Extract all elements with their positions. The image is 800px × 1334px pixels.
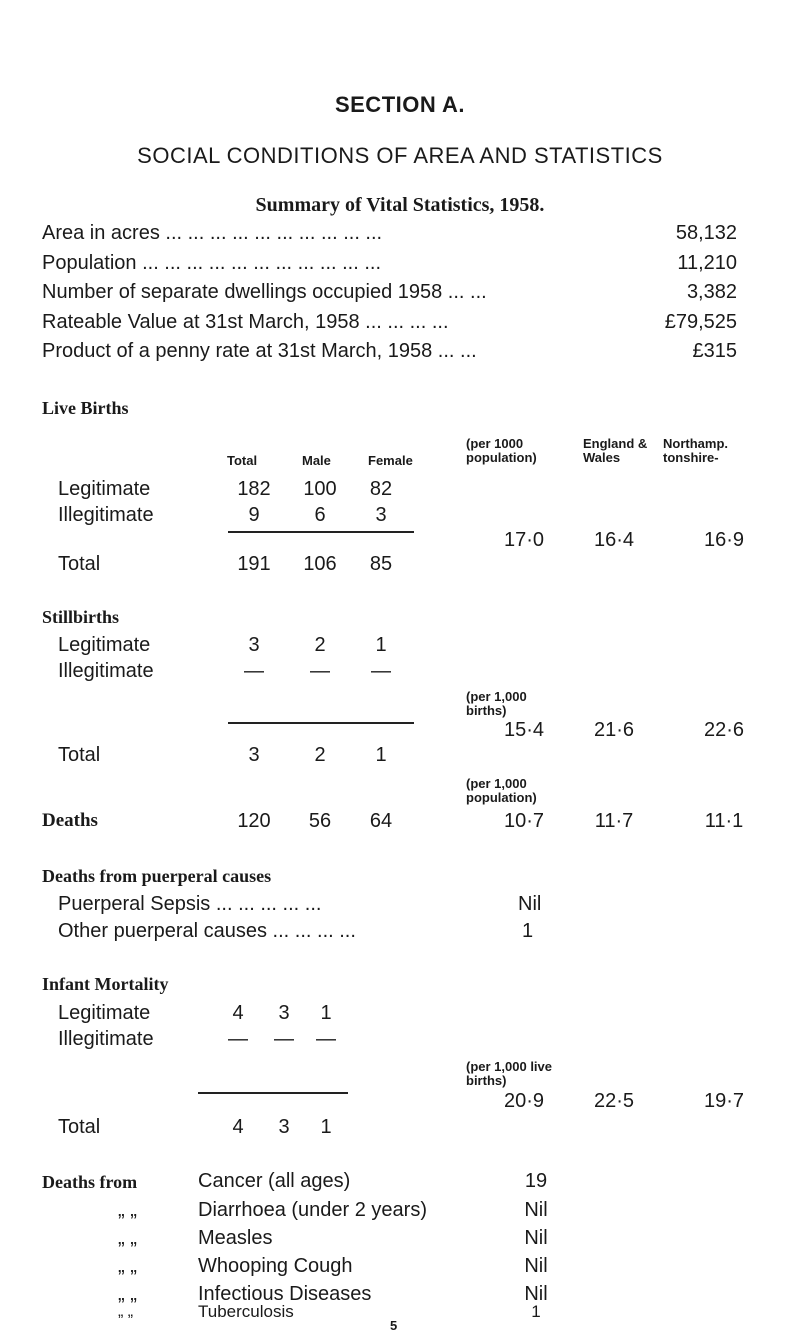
summary-label: Population ... ... ... ... ... ... ... ... ... ... ...: [42, 252, 382, 274]
row-label: Total: [58, 1116, 101, 1138]
live-births-northamptonshire: 16·9: [703, 529, 745, 551]
summary-value: £315: [692, 340, 737, 362]
ditto-mark: „ „: [118, 1227, 137, 1249]
ditto-mark: „ „: [118, 1255, 137, 1277]
cause-value: 19: [524, 1170, 548, 1192]
cell: —: [228, 1028, 248, 1050]
cell: 82: [369, 478, 393, 500]
summary-row: [42, 222, 737, 248]
cell: 3: [375, 504, 387, 526]
deaths-label: Deaths: [42, 810, 98, 831]
stillbirths-rate-note: (per 1,000 births): [466, 689, 527, 718]
stillbirths-heading: Stillbirths: [42, 607, 120, 627]
row-label: Legitimate: [58, 634, 151, 656]
summary-label: Area in acres ... ... ... ... ... ... ... ... ... ...: [42, 222, 383, 244]
col-rate-header: (per 1000 population): [466, 436, 537, 465]
col-northamptonshire-header: Northamp. tonshire-: [663, 436, 728, 465]
cell: 120: [237, 810, 271, 832]
stillbirths-rate: 15·4: [503, 719, 545, 741]
summary-value: 58,132: [675, 222, 737, 244]
row-label: Total: [58, 553, 101, 575]
summary-label: Product of a penny rate at 31st March, 1958 ... ...: [42, 340, 477, 362]
cell: 182: [237, 478, 271, 500]
summary-row: [42, 340, 737, 366]
total-rule: [198, 1092, 348, 1094]
cell: 3: [278, 1116, 290, 1138]
live-births-heading: Live Births: [42, 398, 129, 418]
row-label: Legitimate: [58, 1002, 151, 1024]
puerperal-row-value: 1: [522, 920, 534, 942]
cause-label: Whooping Cough: [198, 1255, 353, 1277]
cause-label: Cancer (all ages): [198, 1170, 351, 1192]
puerperal-row-value: Nil: [518, 893, 542, 915]
infant-rate: 20·9: [503, 1090, 545, 1112]
ditto-mark: „ „: [118, 1199, 137, 1221]
live-births-england-wales: 16·4: [593, 529, 635, 551]
cell: —: [274, 1028, 294, 1050]
cell: 56: [308, 810, 332, 832]
stillbirths-england-wales: 21·6: [593, 719, 635, 741]
puerperal-row-label: Puerperal Sepsis ... ... ... ... ...: [58, 893, 322, 915]
summary-value: 11,210: [677, 252, 737, 274]
cell: 85: [369, 553, 393, 575]
cell: 2: [314, 634, 326, 656]
cause-value: 1: [531, 1302, 541, 1321]
ditto-mark: „ „: [118, 1283, 137, 1305]
cell: —: [244, 660, 264, 682]
cell: 100: [303, 478, 337, 500]
cell: —: [310, 660, 330, 682]
page-number: 5: [390, 1318, 398, 1333]
cell: 1: [320, 1116, 332, 1138]
cell: 6: [314, 504, 326, 526]
col-male-header: Male: [302, 453, 331, 468]
cell: 1: [320, 1002, 332, 1024]
cause-value: Nil: [524, 1199, 548, 1221]
cause-value: Nil: [524, 1255, 548, 1277]
cause-value: Nil: [524, 1227, 548, 1249]
cell: 4: [232, 1116, 244, 1138]
row-label: Illegitimate: [58, 660, 154, 682]
row-label: Legitimate: [58, 478, 151, 500]
page-subheading: SOCIAL CONDITIONS OF AREA AND STATISTICS: [137, 143, 663, 168]
summary-label: Rateable Value at 31st March, 1958 ... ... ... ...: [42, 311, 449, 333]
infant-rate-note: (per 1,000 live births): [466, 1059, 552, 1088]
puerperal-row-label: Other puerperal causes ... ... ... ...: [58, 920, 356, 942]
live-births-rate: 17·0: [503, 529, 545, 551]
cell: —: [371, 660, 391, 682]
cell: 2: [314, 744, 326, 766]
summary-label: Number of separate dwellings occupied 1958 ... ...: [42, 281, 487, 303]
summary-value: £79,525: [664, 311, 737, 333]
section-title: SECTION A.: [334, 92, 466, 117]
cause-label: Tuberculosis: [198, 1302, 294, 1321]
deaths-rate: 10·7: [503, 810, 545, 832]
cause-label: Diarrhoea (under 2 years): [198, 1199, 427, 1221]
summary-row: [42, 311, 737, 337]
cell: 3: [278, 1002, 290, 1024]
summary-row: [42, 252, 737, 278]
cell: 4: [232, 1002, 244, 1024]
cell: 3: [248, 634, 260, 656]
cell: 1: [375, 634, 387, 656]
summary-row: [42, 281, 737, 307]
summary-value: 3,382: [686, 281, 737, 303]
total-rule: [228, 722, 414, 724]
row-label: Total: [58, 744, 101, 766]
infant-northamptonshire: 19·7: [703, 1090, 745, 1112]
row-label: Illegitimate: [58, 1028, 154, 1050]
infant-england-wales: 22·5: [593, 1090, 635, 1112]
cell: 1: [375, 744, 387, 766]
col-female-header: Female: [368, 453, 413, 468]
col-england-wales-header: England & Wales: [583, 436, 648, 465]
cell: 191: [237, 553, 271, 575]
ditto-mark: „ „: [118, 1303, 134, 1320]
stillbirths-northamptonshire: 22·6: [703, 719, 745, 741]
cell: —: [316, 1028, 336, 1050]
col-total-header: Total: [227, 453, 258, 468]
total-rule: [228, 531, 414, 533]
deaths-england-wales: 11·7: [594, 810, 634, 832]
cell: 64: [369, 810, 393, 832]
cell: 3: [248, 744, 260, 766]
cause-label: Infectious Diseases: [198, 1283, 372, 1305]
cause-value: Nil: [524, 1283, 548, 1305]
puerperal-heading: Deaths from puerperal causes: [42, 866, 272, 886]
summary-title: Summary of Vital Statistics, 1958.: [255, 194, 545, 216]
cause-label: Measles: [198, 1227, 273, 1249]
infant-mortality-heading: Infant Mortality: [42, 974, 169, 994]
causes-heading: Deaths from: [42, 1172, 138, 1192]
cell: 106: [303, 553, 337, 575]
deaths-northamptonshire: 11·1: [704, 810, 744, 832]
row-label: Illegitimate: [58, 504, 154, 526]
cell: 9: [248, 504, 260, 526]
deaths-rate-note: (per 1,000 population): [466, 776, 537, 805]
